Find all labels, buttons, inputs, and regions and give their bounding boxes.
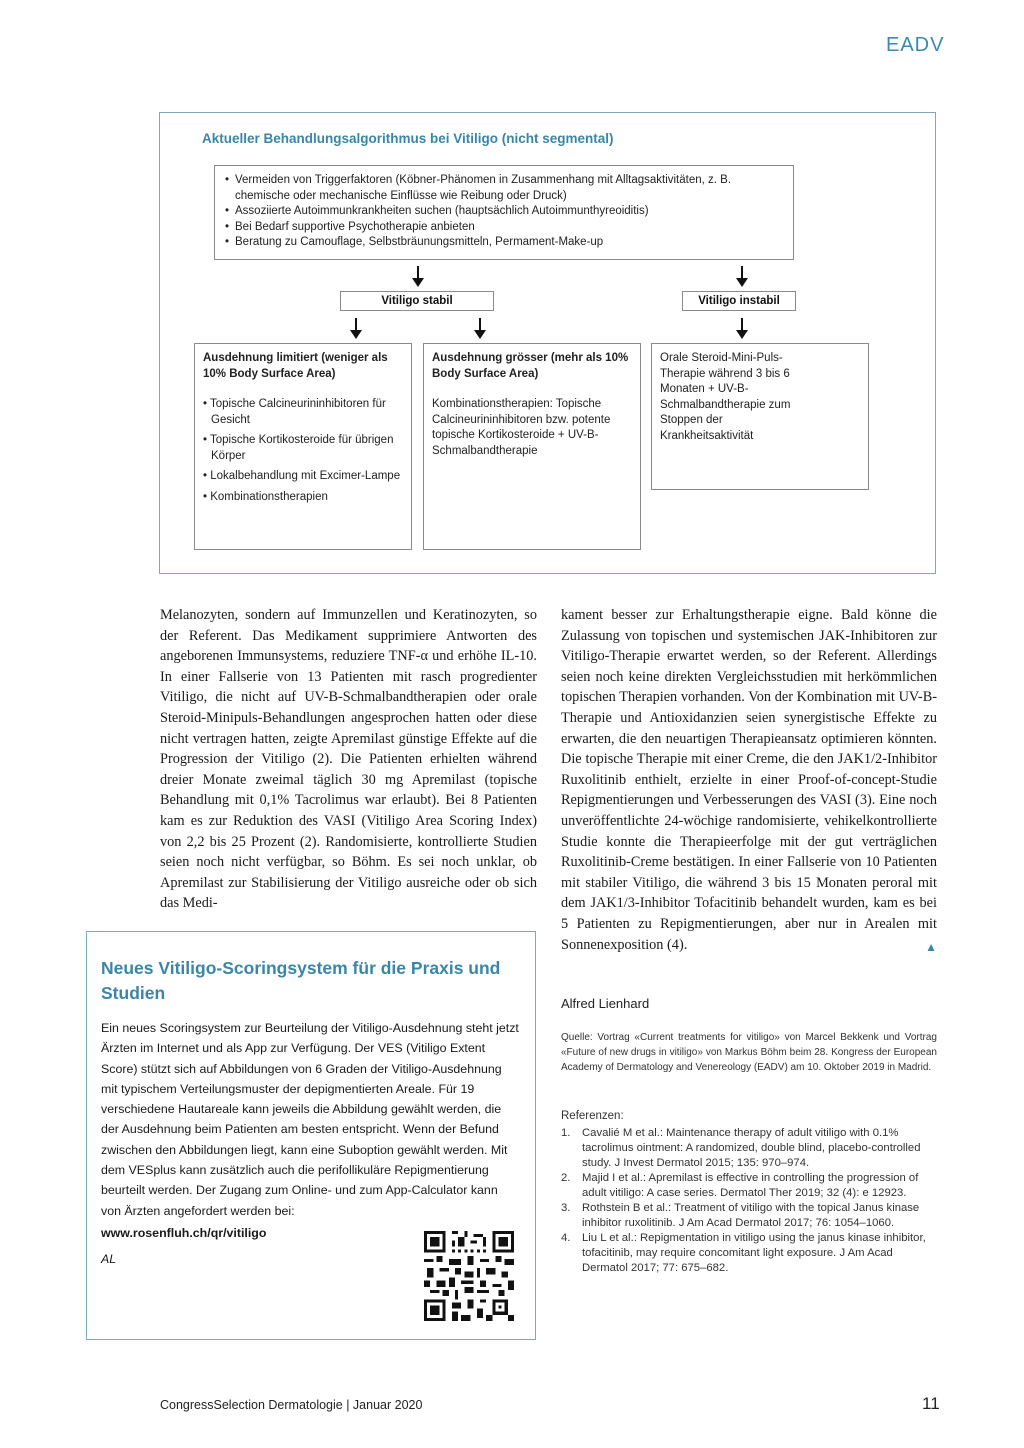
info-box-link[interactable]: www.rosenfluh.ch/qr/vitiligo <box>101 1226 267 1240</box>
limited-extent-box <box>194 343 412 550</box>
flowchart-title: Aktueller Behandlungsalgorithmus bei Vitiligo (nicht segmental) <box>202 131 614 146</box>
arrow-down-icon <box>412 266 424 287</box>
qr-code-icon[interactable] <box>424 1231 514 1321</box>
reference-item: 3. Rothstein B et al.: Treatment of vitiligo with the topical Janus kinase inhibitor ruxolitinib. J Am Acad Dermatol 2017; 76: 1054–1060. <box>561 1202 920 1229</box>
end-mark-icon: ▲ <box>925 939 937 954</box>
article-column-1: Melanozyten, sondern auf Immunzellen und Keratinozyten, so der Referent. Das Medikament supprimiere Antworten des angeborenen Immunsystems, reduziere TNF-α und erhöhe IL-10. In einer Fallserie von 13 Patienten mit rasch progredienter Vitiligo, die nicht auf UV-B-Schmalbandtherapien oder orale Steroid-Minipuls-Behandlungen angesprochen hatten oder diese nicht vertragen hatten, zeigte Apremilast günstige Effekte auf die Progression der Vitiligo (2). Die Patienten erhielten während dreier Monate zweimal täglich 30 mg Apremilast (topische Behandlung mit 0,1% Tacrolimus war erlaubt). Bei 8 Patienten kam es zur Reduktion des VASI (Vitiligo Area Scoring Index) von 2,2 bis 25 Prozent (2). Randomisierte, kontrollierte Studien seien noch nicht verfügbar, so Böhm. Es sei noch unklar, ob Apremilast zur Stabilisierung der Vitiligo ausreiche oder ob sich das Medi- <box>160 607 537 912</box>
info-box-body: Ein neues Scoringsystem zur Beurteilung der Vitiligo-Ausdehnung steht jetzt Ärzten im Internet und als App zur Verfügung. Der VES (Vitiligo Extent Score) stützt sich auf Abbildungen von 6 Graden der Vitiligo-Ausdehnung mit typischem Verteilungsmuster der depigmentierten Areale. Für 19 verschiedene Hautareale kann jeweils die Abbildung gewählt werden, die der Ausdehnung beim Patienten am besten entspricht. Wenn der Befund zwischen den Abbildungen liegt, kann eine Suboption gewählt werden. Mit dem VESplus kann zusätzlich auch die perifollikuläre Repigmentierung beurteilt werden. Der Zugang zum Online- und zum App-Calculator kann von Ärzten angefordert werden bei: <box>101 1021 519 1218</box>
general-measures-box <box>214 165 794 260</box>
larger-text: Kombinationstherapien: Topische Calcineurininhibitoren bzw. potente topische Kortikosteroide + UV-B-Schmalbandtherapie <box>432 398 611 457</box>
references-list <box>561 1126 937 1276</box>
references-label: Referenzen: <box>561 1110 624 1122</box>
info-box-initials: AL <box>101 1252 117 1266</box>
unstable-label: Vitiligo instabil <box>682 291 796 311</box>
arrow-down-icon <box>474 318 486 339</box>
measure-item: • Beratung zu Camouflage, Selbstbräunungsmitteln, Permament-Make-up <box>225 235 783 251</box>
reference-item: 2. Majid I et al.: Apremilast is effective in controlling the progression of adult vitiligo: A case series. Dermatol Ther 2019; 32 (4): e 12923. <box>561 1172 919 1199</box>
limited-item: • Kombinationstherapien <box>203 490 403 506</box>
author: Alfred Lienhard <box>561 996 650 1011</box>
page-number: 11 <box>922 1394 940 1413</box>
article-column-2 <box>561 605 937 957</box>
reference-item: 4. Liu L et al.: Repigmentation in vitiligo using the janus kinase inhibitor, tofacitinib, may require concomitant light exposure. J Am Acad Dermatol 2017; 77: 675–682. <box>561 1232 926 1274</box>
article-column-2-text: kament besser zur Erhaltungstherapie eigne. Bald könne die Zulassung von topischen und systemischen JAK-Inhibitoren zur Vitiligo-Therapie erwartet werden, so der Referent. Allerdings seien noch keine direkten Vergleichsstudien mit herkömmlichen topischen Therapien vorhanden. Von der Kombination mit UV-B-Therapie und Antioxidanzien seien synergistische Effekte zu erwarten, die den neuartigen Therapieansatz optimieren könnten. Die topische Therapie mit einer Creme, die den JAK1/2-Inhibitor Ruxolitinib enthielt, erzielte in einer Proof-of-concept-Studie Repigmentierungen und Verbesserungen des VASI (3). Eine noch unveröffentlichte 24-wöchige randomisierte, vehikelkontrollierte Studie konnte die Therapieerfolge mit der gut verträglichen Ruxolitinib-Creme bestätigen. In einer Fallserie von 10 Patienten mit stabiler Vitiligo, die während 3 bis 15 Monaten peroral mit dem JAK1/3-Inhibitor Tofacitinib behandelt wurden, kam es bei 5 Patienten zu Repigmentierungen, aber nur in Arealen mit Sonnenexposition (4). <box>561 607 937 953</box>
source-note: Quelle: Vortrag «Current treatments for vitiligo» von Marcel Bekkenk und Vortrag «Future of new drugs in vitiligo» von Markus Böhm beim 28. Kongress der European Academy of Dermatology and Venereology (EADV) am 10. Oktober 2019 in Madrid. <box>561 1032 937 1073</box>
unstable-therapy-box <box>651 343 869 490</box>
limited-item: • Topische Calcineurininhibitoren für Gesicht <box>203 397 403 428</box>
measure-item: • Bei Bedarf supportive Psychotherapie anbieten <box>225 220 783 236</box>
stable-label: Vitiligo stabil <box>340 291 494 311</box>
brand-label: EADV <box>886 34 945 56</box>
unstable-text: Orale Steroid-Mini-Puls-Therapie während 3 bis 6 Monaten + UV-B-Schmalbandtherapie zum Stoppen der Krankheitsaktivität <box>660 352 791 442</box>
info-box-title: Neues Vitiligo-Scoringsystem für die Praxis und Studien <box>101 958 501 1003</box>
larger-extent-box <box>423 343 641 550</box>
limited-item: • Topische Kortikosteroide für übrigen Körper <box>203 433 403 464</box>
arrow-down-icon <box>736 266 748 287</box>
measure-item: • Assoziierte Autoimmunkrankheiten suchen (hauptsächlich Autoimmunthyreoiditis) <box>225 204 783 220</box>
reference-item: 1. Cavalié M et al.: Maintenance therapy of adult vitiligo with 0.1% tacrolimus ointment: A randomized, double blind, placebo-controlled study. J Invest Dermatol 2015; 135: 970–974. <box>561 1127 921 1169</box>
measure-item: • Vermeiden von Triggerfaktoren (Köbner-Phänomen in Zusammenhang mit Alltagsaktivitäten, z. B. chemische oder mechanische Einflüsse wie Reibung oder Druck) <box>225 173 783 204</box>
larger-heading: Ausdehnung grösser (mehr als 10% Body Surface Area) <box>432 352 629 380</box>
footer-publication: CongressSelection Dermatologie | Januar 2020 <box>160 1398 423 1412</box>
limited-item: • Lokalbehandlung mit Excimer-Lampe <box>203 469 403 485</box>
arrow-down-icon <box>350 318 362 339</box>
arrow-down-icon <box>736 318 748 339</box>
limited-heading: Ausdehnung limitiert (weniger als 10% Body Surface Area) <box>203 352 388 380</box>
